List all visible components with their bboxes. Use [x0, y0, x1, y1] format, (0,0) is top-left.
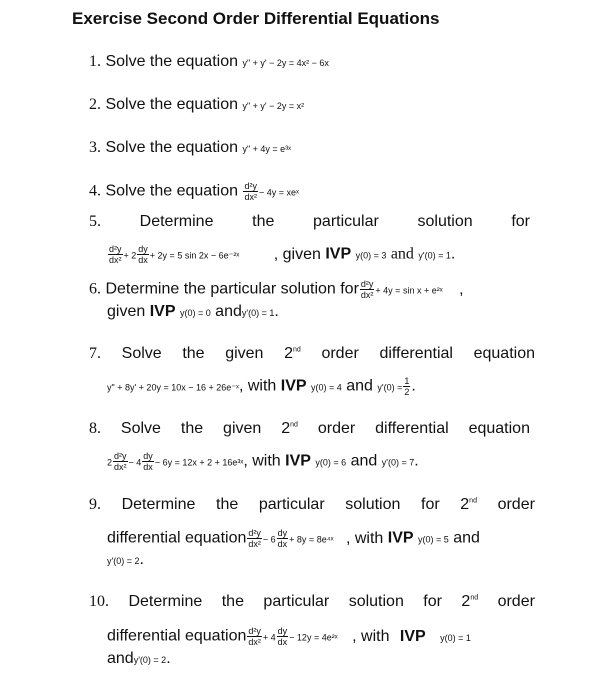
q8-eq-part: − 6y = 12x + 2 + 16e³ˣ: [154, 457, 244, 468]
q7-fraction: $\frac{1}{2}$: [404, 376, 410, 397]
question-3: [89, 138, 291, 159]
q7-ordinal: 2nd: [284, 345, 301, 362]
q9-ivp: IVP: [387, 529, 414, 547]
q6-period: .: [274, 303, 279, 320]
q8-number: 8.: [89, 420, 101, 437]
q5-number: 5.: [89, 213, 101, 230]
question-8-line-1: [89, 420, 530, 438]
q8-word: given: [223, 420, 262, 437]
q5-eq-part: + 2y = 5 sin 2x − 6e⁻²ˣ: [149, 250, 240, 261]
page-title: Exercise Second Order Differential Equations: [72, 9, 440, 28]
q6-and: and: [215, 303, 242, 320]
question-5-line-1: [89, 213, 530, 231]
question-4: [89, 181, 299, 203]
q5-and: and: [390, 245, 414, 263]
question-9-line-2: [107, 528, 480, 550]
q3-equation: y" + 4y = e³ˣ: [242, 144, 292, 154]
q10-ivp: IVP: [399, 627, 426, 645]
q9-word: for: [421, 496, 440, 513]
q8-fraction-2: $\frac{dy}{dx}$: [143, 451, 153, 472]
q7-equation: y" + 8y' + 20y = 10x − 16 + 26e⁻ˣ: [107, 382, 239, 393]
question-7-line-1: [89, 345, 535, 363]
q9-eq-part: − 6: [262, 534, 276, 545]
q8-eq-part: 2: [107, 457, 113, 468]
q5-eq-part: + 2: [123, 250, 137, 261]
q8-word: equation: [468, 420, 530, 437]
q10-condition-2: y'(0) = 2: [133, 655, 167, 665]
q8-word: the: [180, 420, 204, 437]
q4-text: Solve the equation: [105, 182, 238, 200]
q4-fraction: $\frac{\text{d²y}}{\text{dx²}}$: [244, 181, 257, 202]
q5-condition-2: y'(0) = 1: [418, 250, 451, 261]
q10-number: 10.: [89, 593, 109, 610]
question-5-line-2: [107, 244, 455, 266]
q9-word: Determine: [121, 496, 196, 513]
q5-word: Determine: [139, 213, 214, 230]
q8-eq-part: − 4: [128, 457, 142, 468]
q10-word: Determine: [128, 593, 203, 610]
q6-given: given: [107, 303, 146, 320]
q5-word: particular: [313, 213, 379, 230]
q10-ordinal: 2nd: [461, 593, 479, 610]
q1-text: Solve the equation: [105, 53, 238, 70]
q9-ordinal: 2nd: [460, 496, 477, 513]
q10-text: differential equation: [107, 627, 247, 645]
q6-number: 6.: [89, 280, 101, 298]
q2-number: 2.: [89, 96, 101, 113]
q7-with: , with: [238, 377, 277, 395]
q10-word: particular: [263, 593, 330, 610]
q5-word: the: [252, 213, 275, 230]
question-6-line-1: [89, 279, 464, 301]
q1-number: 1.: [89, 53, 101, 70]
q8-and: and: [350, 452, 378, 470]
q9-and: and: [453, 529, 480, 547]
q6-equation: + 4y = sin x + e²ˣ: [375, 285, 443, 296]
q5-word: for: [511, 213, 530, 230]
q8-word: order: [317, 420, 356, 437]
question-10-line-2: [107, 626, 471, 648]
q6-condition-2: y'(0) = 1: [241, 308, 275, 318]
q5-fraction-1: $\frac{\text{d²y}}{\text{dx²}}$: [109, 244, 122, 265]
q4-number: 4.: [89, 182, 101, 200]
q4-equation: − 4y = xeˣ: [258, 187, 299, 198]
q10-and: and: [107, 650, 134, 667]
q10-condition-1: y(0) = 1: [440, 632, 471, 643]
q7-word: given: [225, 345, 264, 362]
q8-with: , with: [243, 452, 281, 470]
q5-ivp: IVP: [325, 245, 352, 263]
q7-word: differential: [379, 345, 453, 362]
q8-condition-2: y'(0) = 7: [381, 457, 415, 468]
question-8-line-2: [107, 451, 419, 473]
q8-ivp: IVP: [285, 452, 311, 470]
q8-condition-1: y(0) = 6: [315, 457, 347, 468]
q9-fraction-1: $\frac{\text{d²y}}{\text{dx²}}$: [248, 528, 261, 549]
q10-period: .: [166, 650, 171, 667]
q2-text: Solve the equation: [105, 96, 238, 113]
q10-word: solution: [348, 593, 404, 610]
q5-given: , given: [273, 245, 321, 263]
q10-eq-part: + 4: [262, 632, 276, 643]
question-2: [89, 95, 304, 116]
q5-fraction-2: $\frac{dy}{dx}$: [138, 244, 148, 265]
q7-number: 7.: [89, 345, 101, 362]
q1-equation: y" + y' − 2y = 4x² − 6x: [242, 58, 329, 68]
q9-text: differential equation: [107, 529, 247, 547]
q5-word: solution: [417, 213, 473, 230]
q9-period: .: [139, 551, 144, 568]
q8-ordinal: 2nd: [281, 420, 298, 437]
q10-with: , with: [352, 627, 390, 645]
q8-period: .: [414, 452, 419, 470]
q9-condition-1: y(0) = 5: [418, 534, 449, 545]
q6-condition-1: y(0) = 0: [179, 308, 211, 318]
q9-word: solution: [345, 496, 401, 513]
q9-word: the: [216, 496, 239, 513]
q7-ivp: IVP: [280, 377, 307, 395]
q7-condition-1: y(0) = 4: [311, 382, 342, 393]
q7-period: .: [411, 377, 416, 395]
q6-text: Determine the particular solution for: [105, 280, 359, 298]
q8-fraction-1: $\frac{\text{d²y}}{\text{dx²}}$: [114, 451, 127, 472]
question-9-line-3: [107, 550, 144, 571]
question-10-line-1: [89, 593, 535, 611]
q10-fraction-2: $\frac{dy}{dx}$: [277, 626, 288, 647]
q10-word: for: [423, 593, 442, 610]
q7-and: and: [346, 377, 373, 395]
question-7-line-2: [107, 376, 416, 398]
q9-number: 9.: [89, 496, 101, 513]
q3-text: Solve the equation: [105, 139, 238, 156]
q5-period: .: [450, 245, 456, 263]
q7-word: the: [182, 345, 205, 362]
q9-condition-2: y'(0) = 2: [107, 556, 140, 566]
q10-fraction-1: $\frac{\text{d²y}}{\text{dx²}}$: [248, 626, 261, 647]
q7-word: Solve: [121, 345, 162, 362]
q10-eq-part: − 12y = 4e²ˣ: [289, 632, 338, 643]
q2-equation: y" + y' − 2y = x²: [242, 101, 305, 111]
q6-comma: ,: [459, 280, 464, 298]
q9-with: , with: [345, 529, 384, 547]
q7-word: order: [321, 345, 359, 362]
q9-word: order: [497, 496, 535, 513]
q5-condition-1: y(0) = 3: [355, 250, 387, 261]
q6-ivp: IVP: [149, 303, 176, 320]
question-10-line-3: [107, 649, 171, 670]
q9-word: particular: [258, 496, 325, 513]
q7-condition-2: y'(0) =: [377, 382, 403, 393]
q10-word: order: [497, 593, 535, 610]
q8-word: differential: [375, 420, 449, 437]
q9-fraction-2: $\frac{dy}{dx}$: [277, 528, 288, 549]
q10-word: the: [221, 593, 244, 610]
question-6-line-2: [107, 302, 279, 323]
q3-number: 3.: [89, 139, 101, 156]
q6-fraction: $\frac{\text{d²y}}{\text{dx²}}$: [360, 279, 374, 300]
q7-word: equation: [473, 345, 535, 362]
question-9-line-1: [89, 496, 535, 514]
question-1: [89, 52, 329, 73]
q8-word: Solve: [120, 420, 161, 437]
q9-eq-part: + 8y = 8e⁴ˣ: [289, 534, 334, 545]
